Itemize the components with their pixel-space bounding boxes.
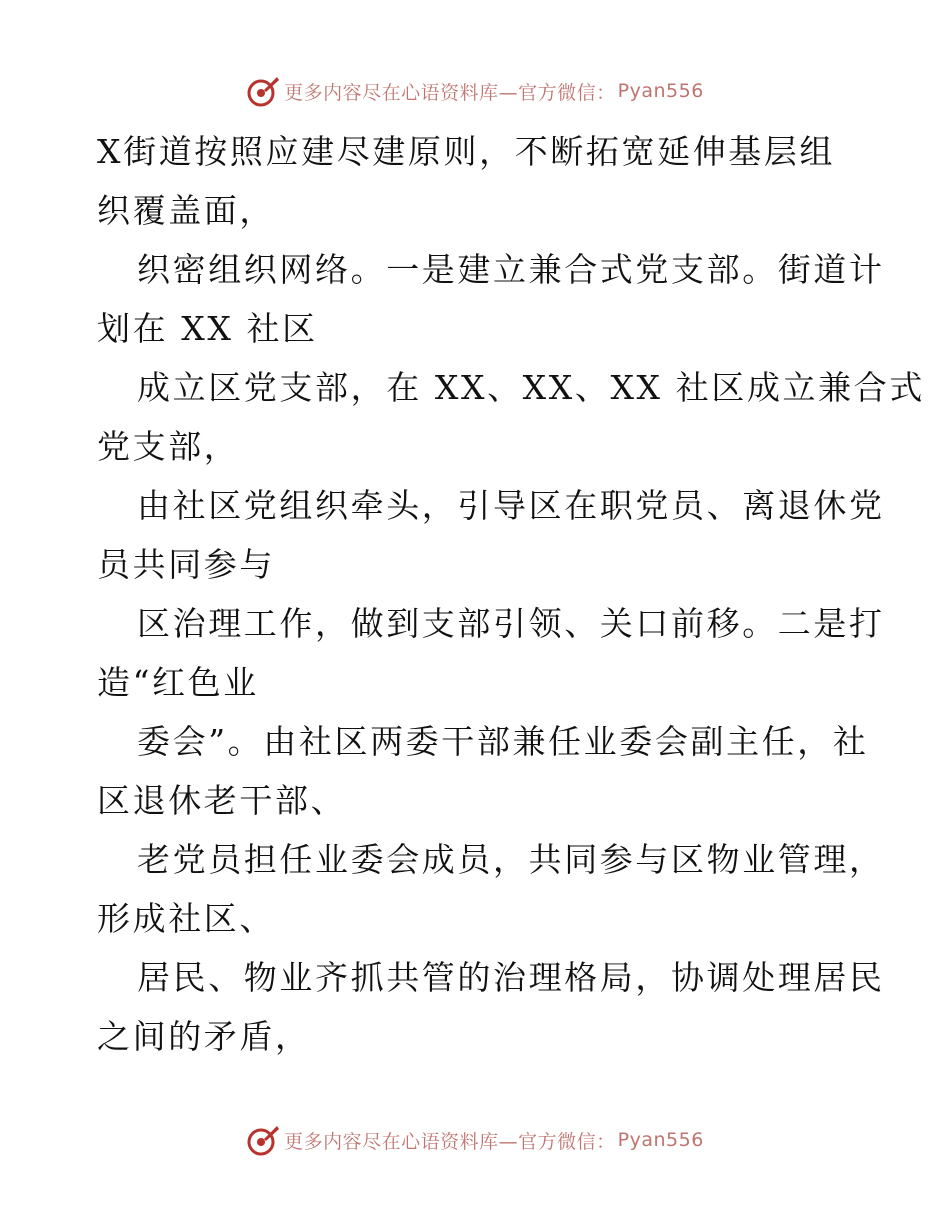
text-line: 之间的矛盾，	[97, 1017, 311, 1056]
text-line: 居民、物业齐抓共管的治理格局，协调处理居民	[137, 958, 885, 997]
text-line: 老党员担任业委会成员，共同参与区物业管理，	[137, 840, 885, 879]
text-line: 织覆盖面，	[97, 191, 275, 230]
text-line: 党支部，	[97, 427, 240, 466]
brand-logo-icon	[246, 74, 280, 108]
text-line: 由社区党组织牵头，引导区在职党员、离退休党	[137, 486, 885, 525]
banner-text: 更多内容尽在心语资料库—官方微信：	[284, 1130, 616, 1153]
text-line: 区退休老干部、	[97, 781, 347, 820]
text-line: X街道按照应建尽建原则，不断拓宽延伸基层组	[97, 132, 836, 171]
text-line: 委会”。由社区两委干部兼任业委会副主任，社	[137, 722, 869, 761]
text-line: 织密组织网络。一是建立兼合式党支部。街道计	[137, 250, 885, 289]
footer-watermark	[0, 1120, 950, 1160]
brand-logo-icon	[246, 1123, 280, 1157]
banner-wechat-id: Pyan556	[617, 80, 704, 102]
banner-wechat-id: Pyan556	[617, 1129, 704, 1151]
text-line: 造“红色业	[97, 663, 259, 702]
text-line: 员共同参与	[97, 545, 275, 584]
text-line: 区治理工作，做到支部引领、关口前移。二是打	[137, 604, 885, 643]
text-line: 划在 XX 社区	[97, 309, 318, 348]
header-watermark	[0, 71, 950, 111]
document-body	[97, 122, 925, 1066]
text-line: 形成社区、	[97, 899, 275, 938]
text-line: 成立区党支部，在 XX、XX、XX 社区成立兼合式	[137, 368, 925, 407]
banner-text: 更多内容尽在心语资料库—官方微信：	[284, 81, 616, 104]
